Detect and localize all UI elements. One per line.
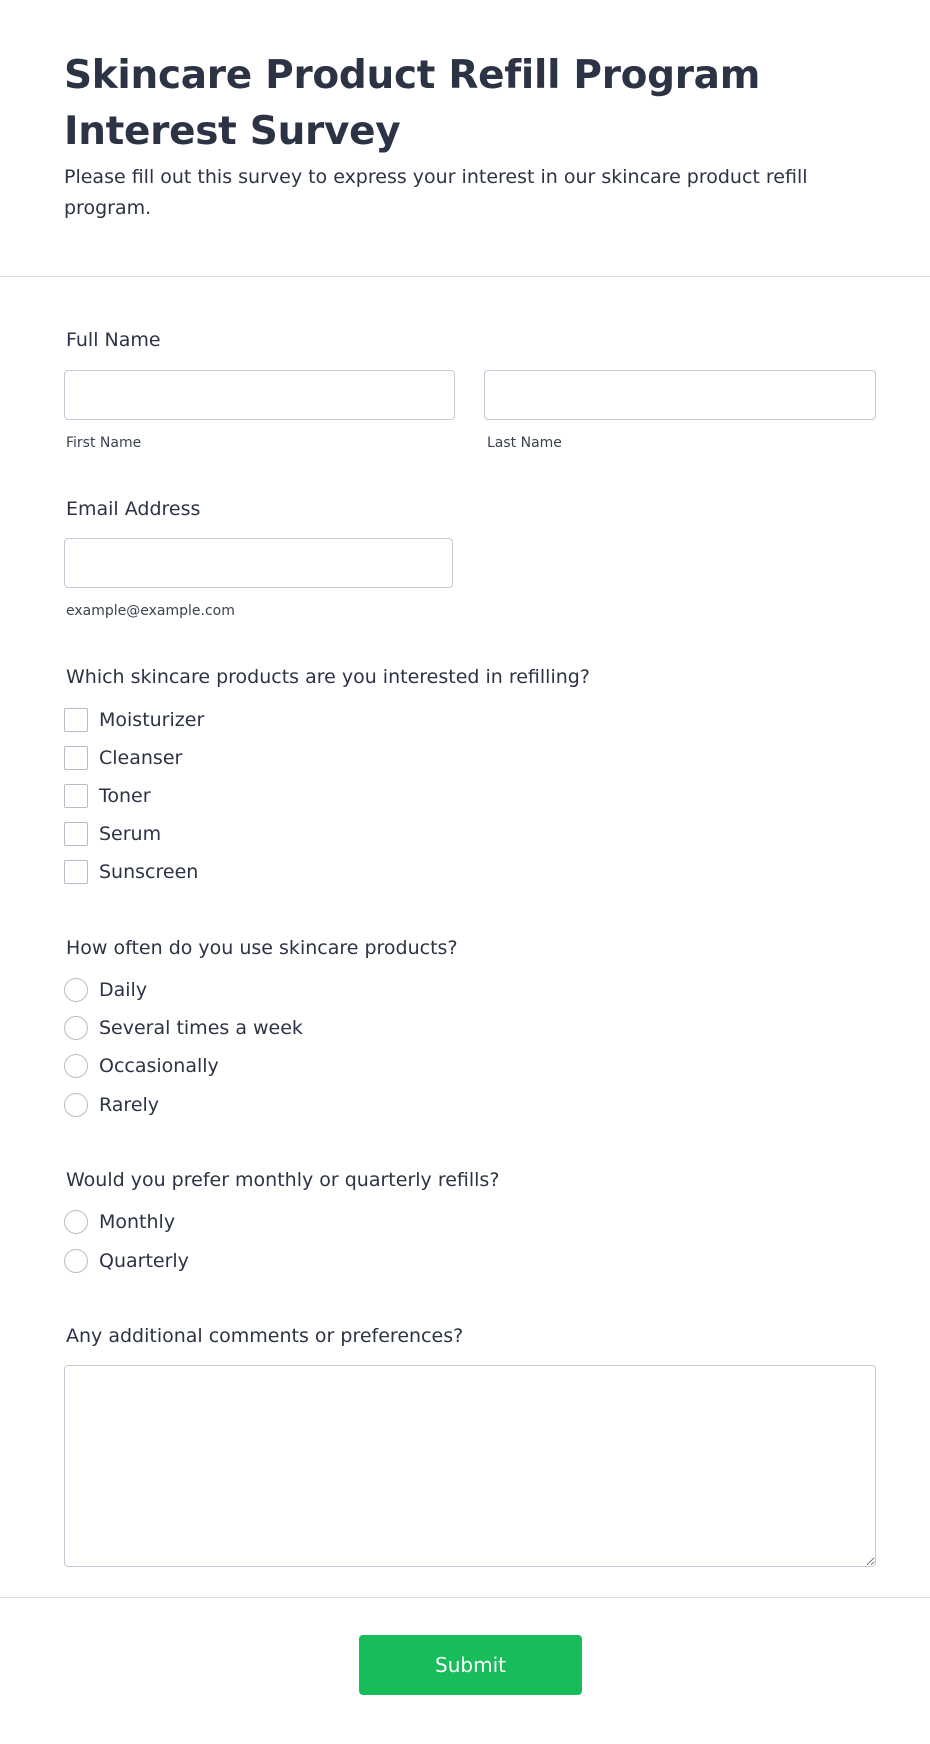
form-title: Skincare Product Refill Program Interest Survey (64, 53, 761, 154)
checkbox[interactable] (64, 746, 88, 770)
option-label: Occasionally (99, 1055, 219, 1077)
email-label: Email Address (66, 498, 201, 520)
products-question: Which skincare products are you interested in refilling? (66, 666, 590, 688)
radio-button[interactable] (64, 1093, 88, 1117)
email-input[interactable] (64, 538, 453, 588)
footer-divider (0, 1597, 930, 1598)
frequency-question: How often do you use skincare products? (66, 937, 458, 959)
option-label: Rarely (99, 1094, 160, 1116)
option-label: Moisturizer (99, 709, 205, 731)
radio-option-quarterly[interactable] (64, 1248, 189, 1274)
comments-textarea[interactable] (64, 1365, 876, 1567)
radio-button[interactable] (64, 1249, 88, 1273)
submit-button[interactable]: Submit (359, 1635, 582, 1695)
option-label: Sunscreen (99, 861, 199, 883)
radio-option-daily[interactable] (64, 977, 147, 1003)
checkbox[interactable] (64, 708, 88, 732)
checkbox-option-serum[interactable] (64, 821, 161, 847)
option-label: Daily (99, 979, 148, 1001)
radio-button[interactable] (64, 978, 88, 1002)
email-sublabel: example@example.com (66, 603, 235, 619)
last-name-input[interactable] (484, 370, 876, 420)
checkbox-option-cleanser[interactable] (64, 745, 182, 771)
checkbox-option-toner[interactable] (64, 783, 151, 809)
checkbox-option-sunscreen[interactable] (64, 859, 198, 885)
option-label: Several times a week (99, 1017, 303, 1039)
header-divider (0, 276, 930, 277)
checkbox[interactable] (64, 860, 88, 884)
radio-button[interactable] (64, 1054, 88, 1078)
option-label: Quarterly (99, 1250, 189, 1272)
refill-preference-question: Would you prefer monthly or quarterly refills? (66, 1169, 500, 1191)
form-header (64, 48, 864, 224)
checkbox[interactable] (64, 784, 88, 808)
option-label: Toner (99, 785, 151, 807)
first-name-input[interactable] (64, 370, 455, 420)
form-subtitle: Please fill out this survey to express your interest in our skincare product refill program. (64, 166, 808, 219)
comments-label: Any additional comments or preferences? (66, 1325, 464, 1347)
checkbox[interactable] (64, 822, 88, 846)
first-name-sublabel: First Name (66, 435, 142, 451)
radio-button[interactable] (64, 1016, 88, 1040)
radio-button[interactable] (64, 1210, 88, 1234)
checkbox-option-moisturizer[interactable] (64, 707, 204, 733)
full-name-label: Full Name (66, 329, 161, 351)
option-label: Serum (99, 823, 162, 845)
option-label: Monthly (99, 1211, 176, 1233)
option-label: Cleanser (99, 747, 183, 769)
radio-option-rarely[interactable] (64, 1092, 159, 1118)
last-name-sublabel: Last Name (487, 435, 562, 451)
radio-option-occasionally[interactable] (64, 1053, 219, 1079)
radio-option-several-times-a-week[interactable] (64, 1015, 303, 1041)
radio-option-monthly[interactable] (64, 1209, 175, 1235)
